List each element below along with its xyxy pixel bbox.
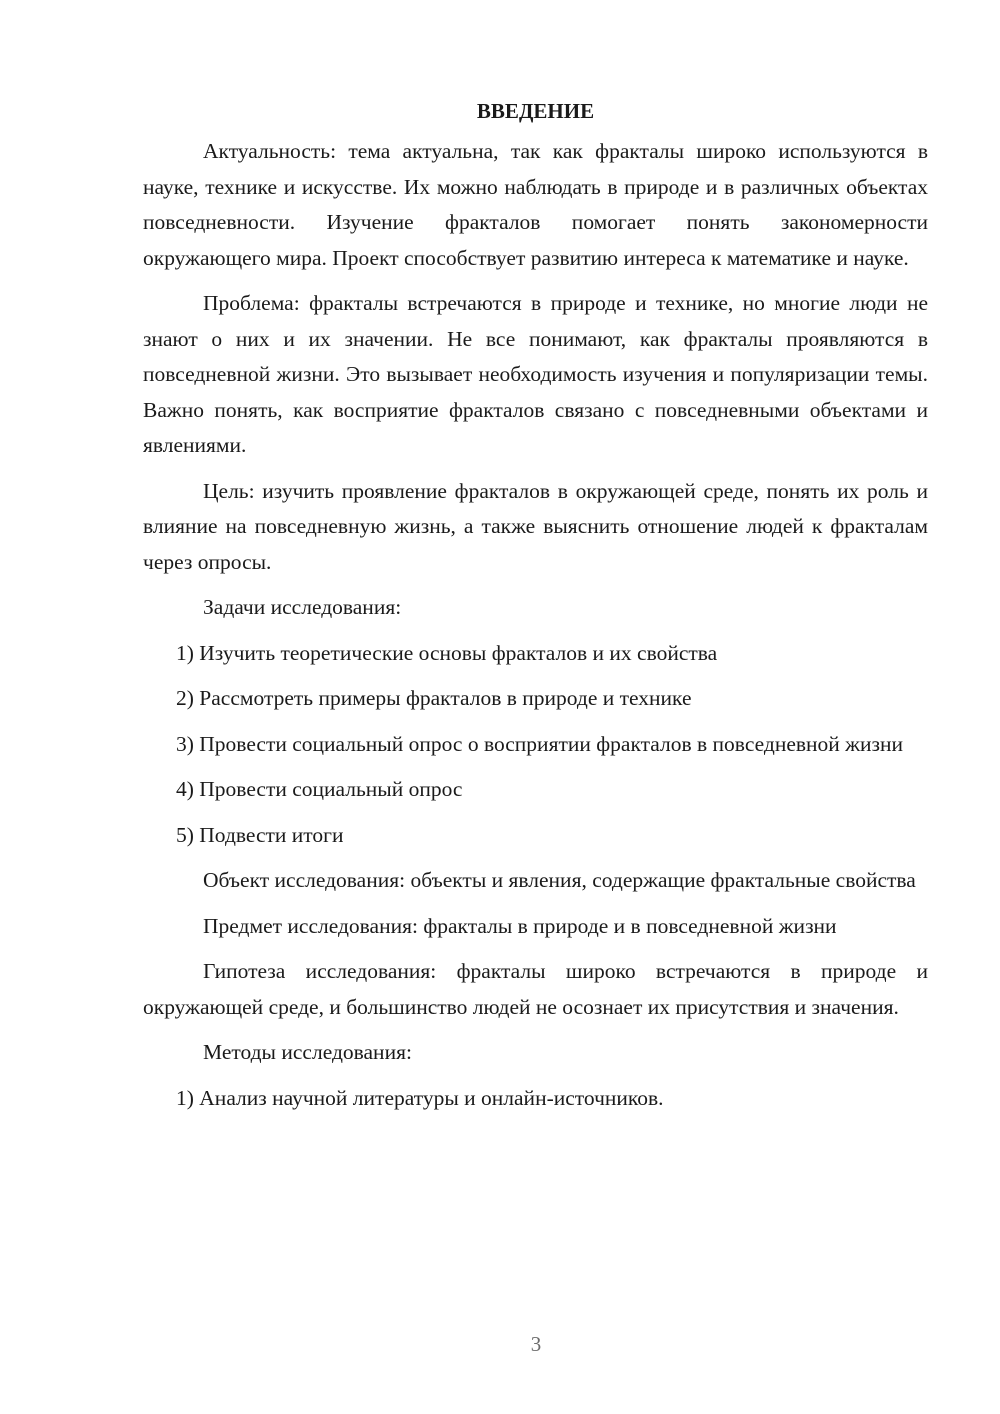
methods-heading: Методы исследования:: [203, 1040, 412, 1064]
page-number: 3: [530, 1332, 542, 1356]
relevance-paragraph: Актуальность: тема актуальна, так как фракталы широко используются в науке, технике и искусстве. Их можно наблюдать в природе и в различных объектах повседневности. Изучение фракталов помогает понять закономерности окружающего мира. Проект способствует развитию интереса к математике и науке.: [143, 139, 928, 270]
hypothesis-paragraph: Гипотеза исследования: фракталы широко встречаются в природе и окружающей среде, и большинство людей не осознает их присутствия и значения.: [143, 959, 928, 1019]
task-item-2: 2) Рассмотреть примеры фракталов в природе и технике: [176, 686, 692, 710]
goal-paragraph: Цель: изучить проявление фракталов в окружающей среде, понять их роль и влияние на повседневную жизнь, а также выяснить отношение людей к фракталам через опросы.: [143, 478, 928, 574]
task-item-1: 1) Изучить теоретические основы фракталов и их свойства: [176, 640, 718, 665]
problem-paragraph: Проблема: фракталы встречаются в природе и технике, но многие люди не знают о них и их значении. Не все понимают, как фракталы проявляются в повседневной жизни. Это вызывает необходимость изучения и популяризации темы. Важно понять, как восприятие фракталов связано с повседневными объектами и явлениями.: [143, 291, 928, 457]
tasks-heading: Задачи исследования:: [203, 595, 402, 619]
task-item-3: 3) Провести социальный опрос о восприятии фракталов в повседневной жизни: [176, 731, 904, 756]
task-item-5: 5) Подвести итоги: [176, 822, 344, 847]
subject-paragraph: Предмет исследования: фракталы в природе и в повседневной жизни: [203, 913, 837, 938]
page-title: ВВЕДЕНИЕ: [476, 99, 595, 123]
method-item-1: 1) Анализ научной литературы и онлайн-источников.: [176, 1085, 664, 1110]
object-paragraph: Объект исследования: объекты и явления, содержащие фрактальные свойства: [203, 868, 916, 892]
task-item-4: 4) Провести социальный опрос: [176, 777, 463, 801]
document-page: [143, 96, 928, 1126]
